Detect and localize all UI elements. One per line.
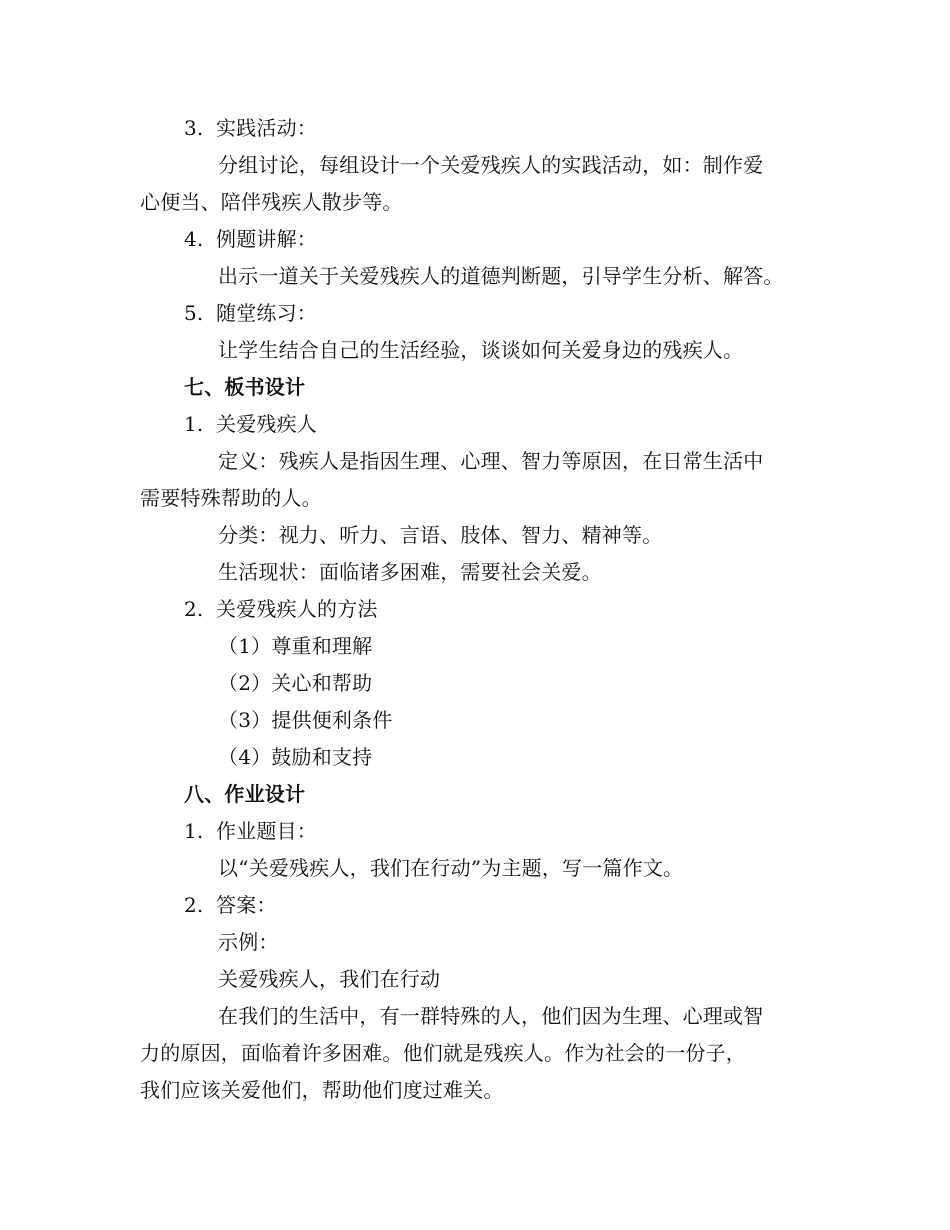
item-number: 3.: [184, 116, 204, 140]
board-item-1-heading: [184, 410, 317, 438]
homework-item-2-heading: [184, 891, 277, 919]
item-label: 答案：: [216, 893, 277, 917]
item-label: 随堂练习：: [216, 301, 317, 325]
item-label: 关爱残疾人: [216, 412, 317, 436]
item-number: 5.: [184, 301, 204, 325]
item-number: 1.: [184, 412, 204, 436]
item-label: 关爱残疾人的方法: [216, 597, 378, 621]
item-label: 实践活动：: [216, 116, 317, 140]
method-item: （2）关心和帮助: [218, 671, 373, 695]
homework-item-1-heading: [184, 817, 317, 845]
paragraph-line: 力的原因，面临着许多困难。他们就是残疾人。作为社会的一份子，: [140, 1041, 746, 1065]
paragraph-line: 生活现状：面临诸多困难，需要社会关爱。: [218, 560, 602, 584]
paragraph-line: 示例：: [218, 930, 279, 954]
board-item-2-heading: [184, 595, 378, 623]
method-item: （1）尊重和理解: [218, 634, 373, 658]
item-number: 4.: [184, 227, 204, 251]
paragraph-line: 分组讨论，每组设计一个关爱残疾人的实践活动，如：制作爱: [218, 153, 764, 177]
item-number: 1.: [184, 819, 204, 843]
item-number: 2.: [184, 893, 204, 917]
method-item: （3）提供便利条件: [218, 708, 393, 732]
item-label: 例题讲解：: [216, 227, 317, 251]
section-heading-7: 七、板书设计: [184, 375, 306, 399]
paragraph-line: 让学生结合自己的生活经验，谈谈如何关爱身边的残疾人。: [218, 338, 744, 362]
paragraph-line: 需要特殊帮助的人。: [140, 486, 322, 510]
item-3-heading: [184, 114, 317, 142]
essay-title: 关爱残疾人，我们在行动: [218, 967, 441, 991]
item-5-heading: [184, 299, 317, 327]
paragraph-line: 我们应该关爱他们，帮助他们度过难关。: [140, 1078, 504, 1102]
paragraph-line: 以“关爱残疾人，我们在行动”为主题，写一篇作文。: [218, 856, 684, 880]
paragraph-line: 在我们的生活中，有一群特殊的人，他们因为生理、心理或智: [218, 1004, 764, 1028]
item-number: 2.: [184, 597, 204, 621]
paragraph-line: 分类：视力、听力、言语、肢体、智力、精神等。: [218, 523, 663, 547]
item-4-heading: [184, 225, 317, 253]
section-heading-8: 八、作业设计: [184, 782, 306, 806]
paragraph-line: 定义：残疾人是指因生理、心理、智力等原因，在日常生活中: [218, 449, 764, 473]
paragraph-line: 出示一道关于关爱残疾人的道德判断题，引导学生分析、解答。: [218, 264, 784, 288]
paragraph-line: 心便当、陪伴残疾人散步等。: [140, 190, 403, 214]
method-item: （4）鼓励和支持: [218, 745, 373, 769]
item-label: 作业题目：: [216, 819, 317, 843]
